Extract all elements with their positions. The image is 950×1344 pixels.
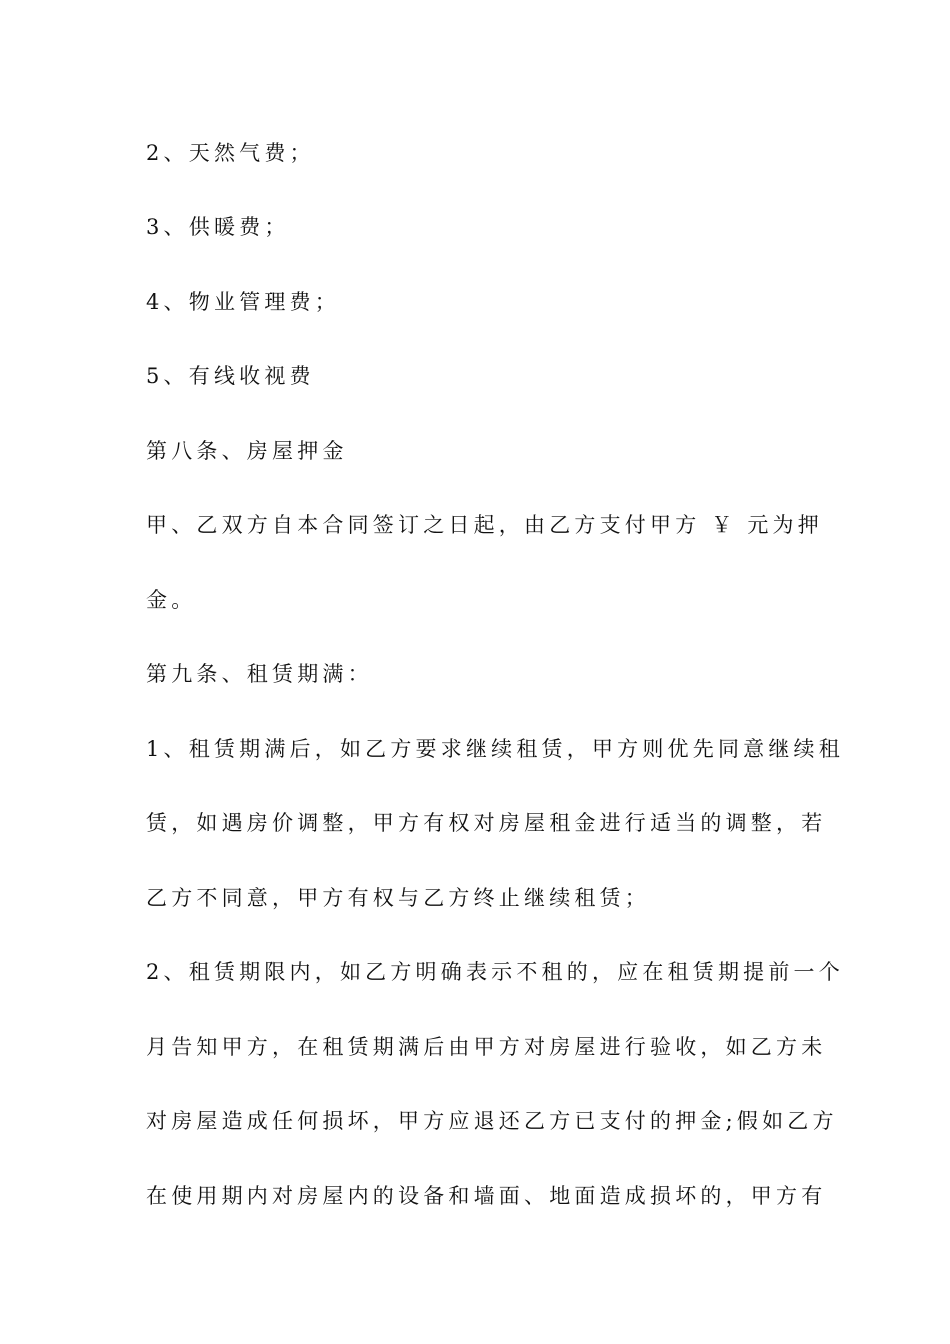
article-9-clause-2-line-1: 2、租赁期限内，如乙方明确表示不租的，应在租赁期提前一个	[146, 960, 844, 984]
article-9-clause-2-line-4: 在使用期内对房屋内的设备和墙面、地面造成损坏的，甲方有	[146, 1184, 827, 1208]
article-9-clause-2-line-2: 月告知甲方，在租赁期满后由甲方对房屋进行验收，如乙方未	[146, 1035, 827, 1059]
fee-item-heating: 3、供暖费；	[146, 215, 290, 239]
article-9-clause-1-line-2: 赁，如遇房价调整，甲方有权对房屋租金进行适当的调整，若	[146, 811, 827, 835]
fee-item-gas: 2、天然气费；	[146, 141, 315, 165]
article-9-clause-2-line-3: 对房屋造成任何损坏，甲方应退还乙方已支付的押金;假如乙方	[146, 1109, 838, 1133]
fee-item-cable-tv: 5、有线收视费	[146, 364, 315, 388]
article-9-clause-1-line-1: 1、租赁期满后，如乙方要求继续租赁，甲方则优先同意继续租	[146, 737, 844, 761]
article-9-clause-1-line-3: 乙方不同意，甲方有权与乙方终止继续租赁；	[146, 886, 650, 910]
article-8-text-line-2: 金。	[146, 588, 197, 612]
article-9-heading: 第九条、租赁期满：	[146, 662, 373, 686]
article-8-text-line-1: 甲、乙双方自本合同签订之日起，由乙方支付甲方 ￥ 元为押	[146, 513, 823, 537]
article-8-heading: 第八条、房屋押金	[146, 439, 348, 463]
fee-item-property-mgmt: 4、物业管理费；	[146, 290, 340, 314]
